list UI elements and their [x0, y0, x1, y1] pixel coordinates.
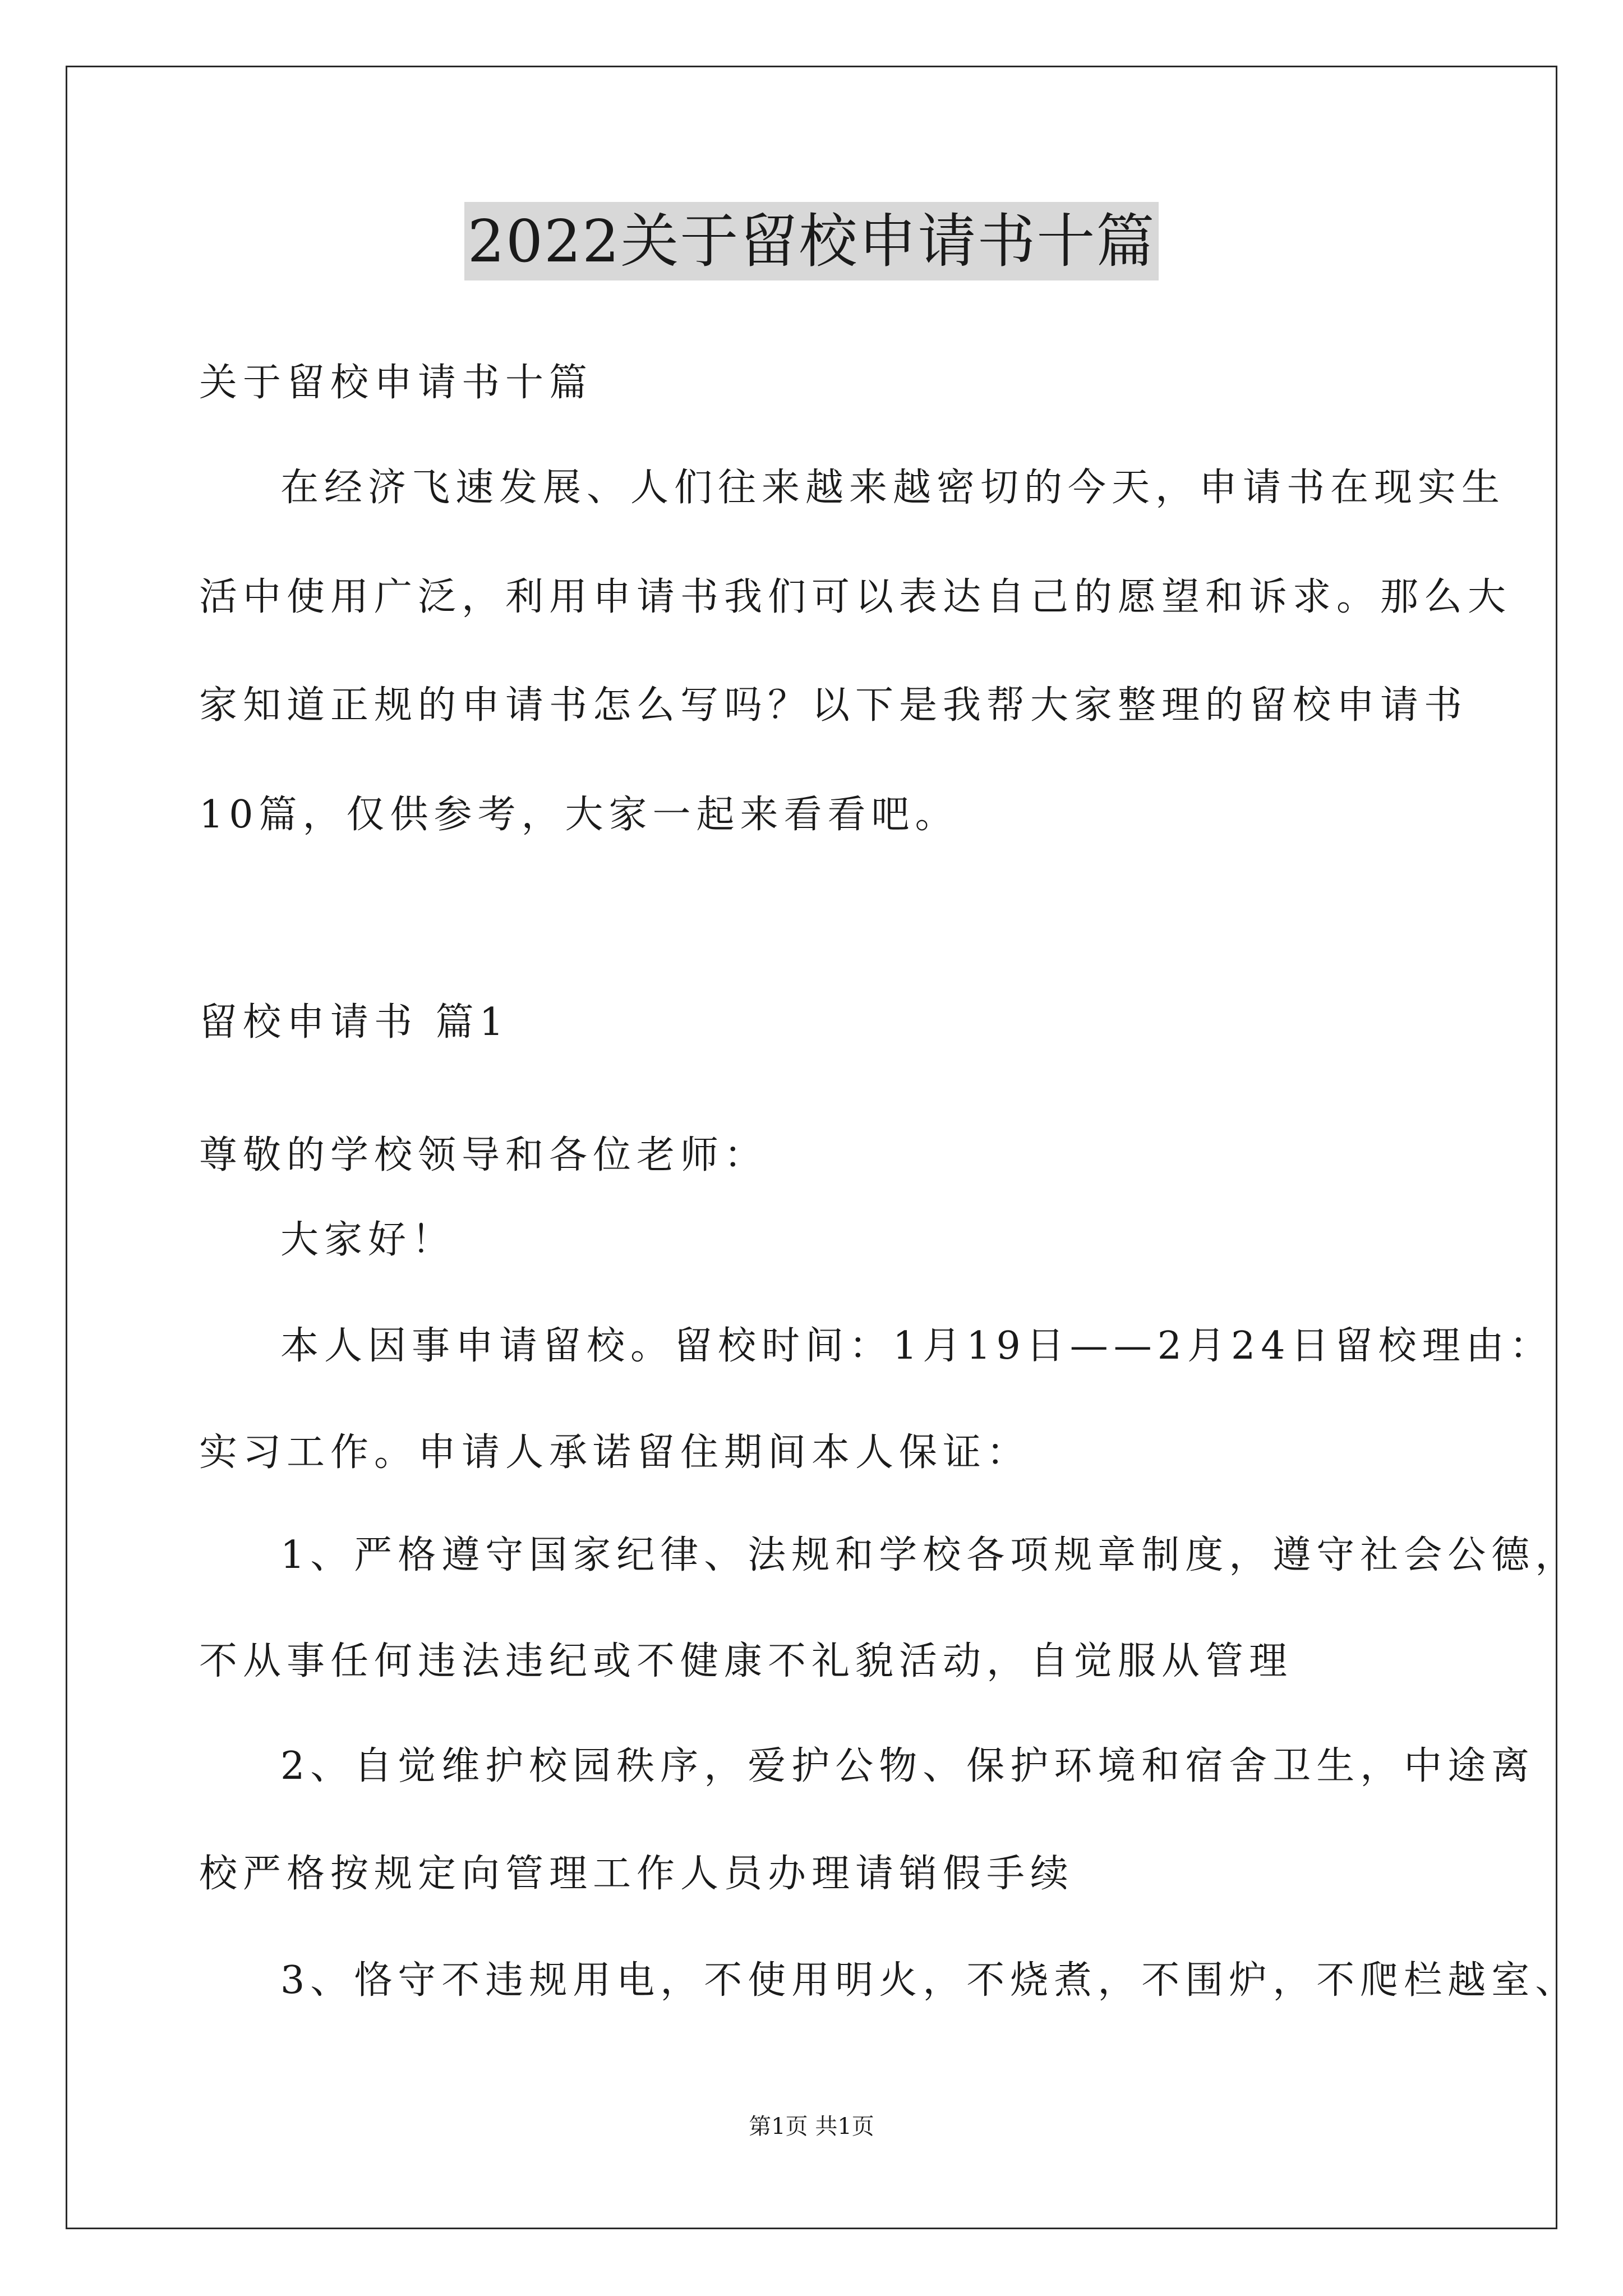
body-line-6: 校严格按规定向管理工作人员办理请销假手续: [199, 1852, 1075, 1896]
body-line-3: 1、严格遵守国家纪律、法规和学校各项规章制度，遵守社会公德，: [280, 1533, 1579, 1577]
intro-line-2: 活中使用广泛，利用申请书我们可以表达自己的愿望和诉求。那么大: [199, 575, 1512, 619]
intro-line-3: 家知道正规的申请书怎么写吗？以下是我帮大家整理的留校申请书: [199, 683, 1468, 728]
document-subtitle: 关于留校申请书十篇: [199, 361, 593, 405]
body-line-2: 实习工作。申请人承诺留住期间本人保证：: [199, 1430, 1031, 1475]
intro-line-1: 在经济飞速发展、人们往来越来越密切的今天，申请书在现实生: [280, 466, 1506, 510]
body-line-1: 本人因事申请留校。留校时间：1月19日——2月24日留校理由：: [280, 1324, 1553, 1368]
greeting: 大家好！: [280, 1218, 456, 1262]
body-line-5: 2、自觉维护校园秩序，爱护公物、保护环境和宿舍卫生，中途离: [280, 1744, 1536, 1788]
intro-line-4: 10篇，仅供参考，大家一起来看看吧。: [199, 793, 959, 837]
salutation: 尊敬的学校领导和各位老师：: [199, 1133, 768, 1177]
body-line-7: 3、恪守不违规用电，不使用明火，不烧煮，不围炉，不爬栏越室、: [280, 1958, 1579, 2003]
title-container: [0, 202, 1623, 280]
body-line-4: 不从事任何违法违纪或不健康不礼貌活动，自觉服从管理: [199, 1639, 1293, 1683]
document-title: 2022关于留校申请书十篇: [464, 202, 1159, 280]
page-footer: 第1页 共1页: [749, 2114, 874, 2139]
section-heading: 留校申请书 篇1: [199, 1000, 509, 1045]
